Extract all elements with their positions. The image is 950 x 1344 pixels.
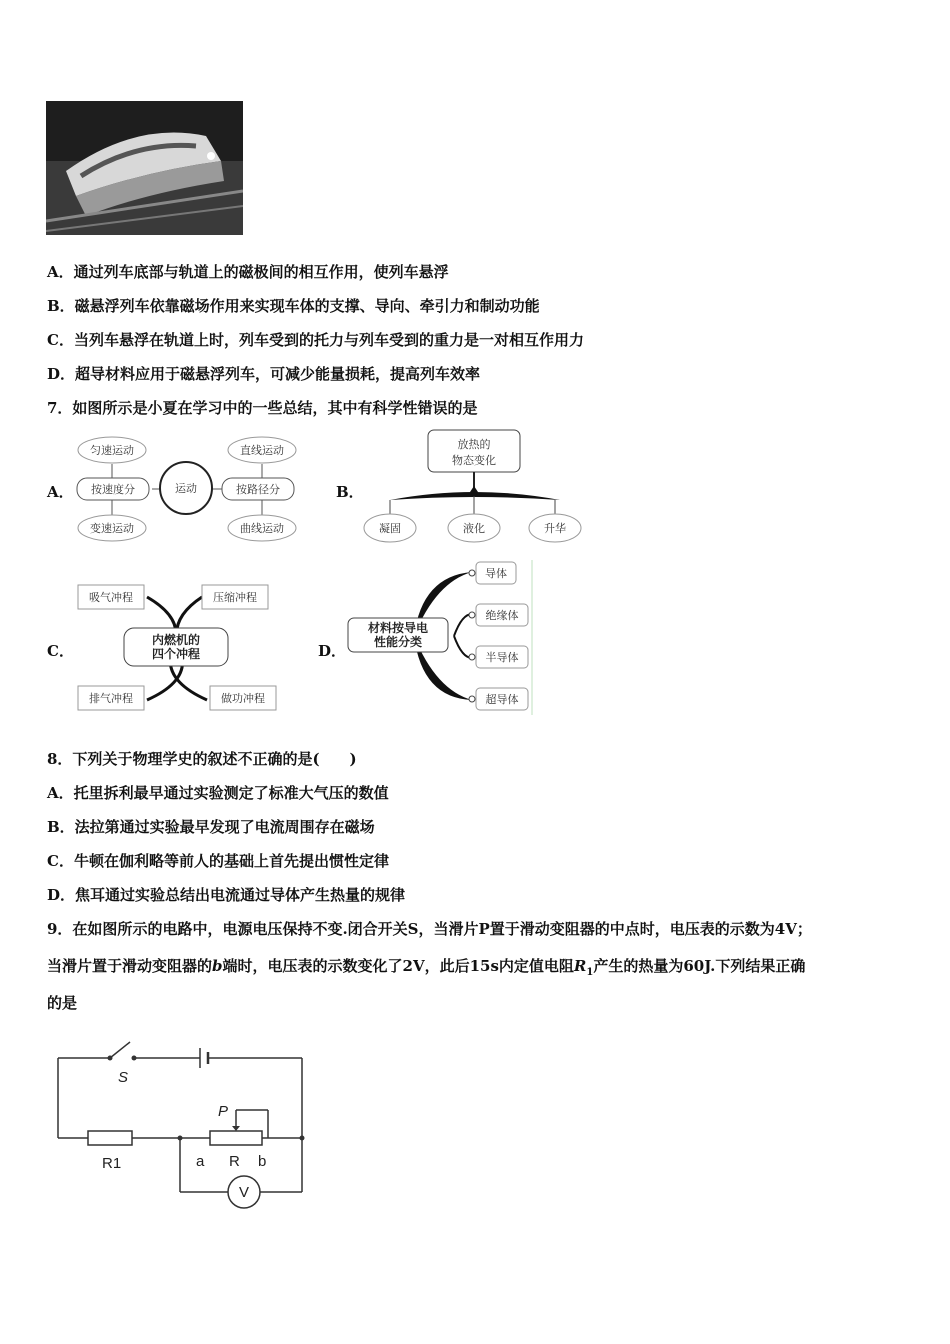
maglev-train-photo [46,101,243,235]
circuit-slider-label: P [218,1103,229,1120]
q9-line2 [47,955,805,978]
diagram-d-i1: 导体 [485,567,507,580]
diagram-c-tl: 吸气冲程 [89,591,133,604]
q7-label-b: B． [336,483,364,501]
diagram-c-tr: 压缩冲程 [213,591,257,604]
diagram-c-bl: 排气冲程 [89,692,133,705]
diagram-a-right: 按路径分 [236,483,280,496]
q9-b-italic: b [212,957,223,975]
diagram-d-center2: 性能分类 [373,635,423,649]
q9-line3: 的是 [47,994,78,1012]
diagram-d-i2: 绝缘体 [485,609,519,622]
q6-option-d: D．超导材料应用于磁悬浮列车，可减少能量损耗，提高列车效率 [47,365,481,383]
circuit-r1-label: R1 [102,1155,122,1172]
q9-line1: 9．在如图所示的电路中，电源电压保持不变.闭合开关S，当滑片P置于滑动变阻器的中点时，电压表的示数为4V； [47,920,812,938]
diagram-a-lb: 变速运动 [90,522,134,535]
diagram-d-center1: 材料按导电 [367,621,429,635]
q7-stem: 7．如图所示是小夏在学习中的一些总结，其中有科学性错误的是 [47,399,478,417]
q6-option-c: C．当列车悬浮在轨道上时，列车受到的托力与列车受到的重力是一对相互作用力 [47,331,584,349]
diagram-b-c1: 凝固 [379,522,401,535]
circuit-switch-label: S [118,1069,129,1086]
diagram-a-center: 运动 [175,482,197,495]
diagram-b-c2: 液化 [463,522,485,535]
diagram-d-materials [344,560,539,720]
diagram-a-lt: 匀速运动 [90,444,134,457]
circuit-b-label: b [258,1153,267,1170]
diagram-d-i3: 半导体 [485,651,519,664]
q8-option-c: C．牛顿在伽利略等前人的基础上首先提出惯性定律 [47,852,389,870]
circuit-voltmeter-label: V [238,1184,250,1201]
q7-label-a: A． [47,483,74,501]
q9-line2-part2: 端时，电压表的示数变化了2V，此后15s内定值电阻 [222,957,574,975]
diagram-b-top2: 物态变化 [452,454,496,467]
q7-label-c: C． [47,642,74,660]
diagram-c-center1: 内燃机的 [151,633,201,647]
q6-option-a: A．通过列车底部与轨道上的磁极间的相互作用，使列车悬浮 [47,263,449,281]
q9-line2-part3: 产生的热量为60J.下列结果正确 [593,957,806,975]
diagram-a-rt: 直线运动 [240,444,284,457]
q9-line2-part1: 当滑片置于滑动变阻器的 [47,957,213,975]
diagram-c-br: 做功冲程 [221,692,265,705]
diagram-b-heat-release [360,428,585,550]
diagram-a-left: 按速度分 [91,483,135,496]
q6-option-b: B．磁悬浮列车依靠磁场作用来实现车体的支撑、导向、牵引力和制动功能 [47,297,540,315]
diagram-c-engine-strokes [72,580,282,720]
diagram-c-center2: 四个冲程 [151,647,201,661]
circuit-diagram [50,1030,315,1210]
q9-r-subscript: 1 [586,967,594,978]
q8-stem: 8．下列关于物理学史的叙述不正确的是( ) [47,750,357,768]
q8-option-d: D．焦耳通过实验总结出电流通过导体产生热量的规律 [47,886,406,904]
diagram-d-i4: 超导体 [485,693,519,706]
diagram-a-rb: 曲线运动 [240,522,284,535]
circuit-r-label: R [229,1153,240,1170]
q9-r-italic: R [573,957,587,975]
diagram-a-motion [72,432,302,544]
diagram-b-c3: 升华 [544,522,566,535]
diagram-b-top1: 放热的 [457,438,491,451]
q7-label-d: D． [318,642,347,660]
q8-option-b: B．法拉第通过实验最早发现了电流周围存在磁场 [47,818,375,836]
circuit-a-label: a [196,1153,205,1170]
q8-option-a: A．托里拆利最早通过实验测定了标准大气压的数值 [47,784,389,802]
